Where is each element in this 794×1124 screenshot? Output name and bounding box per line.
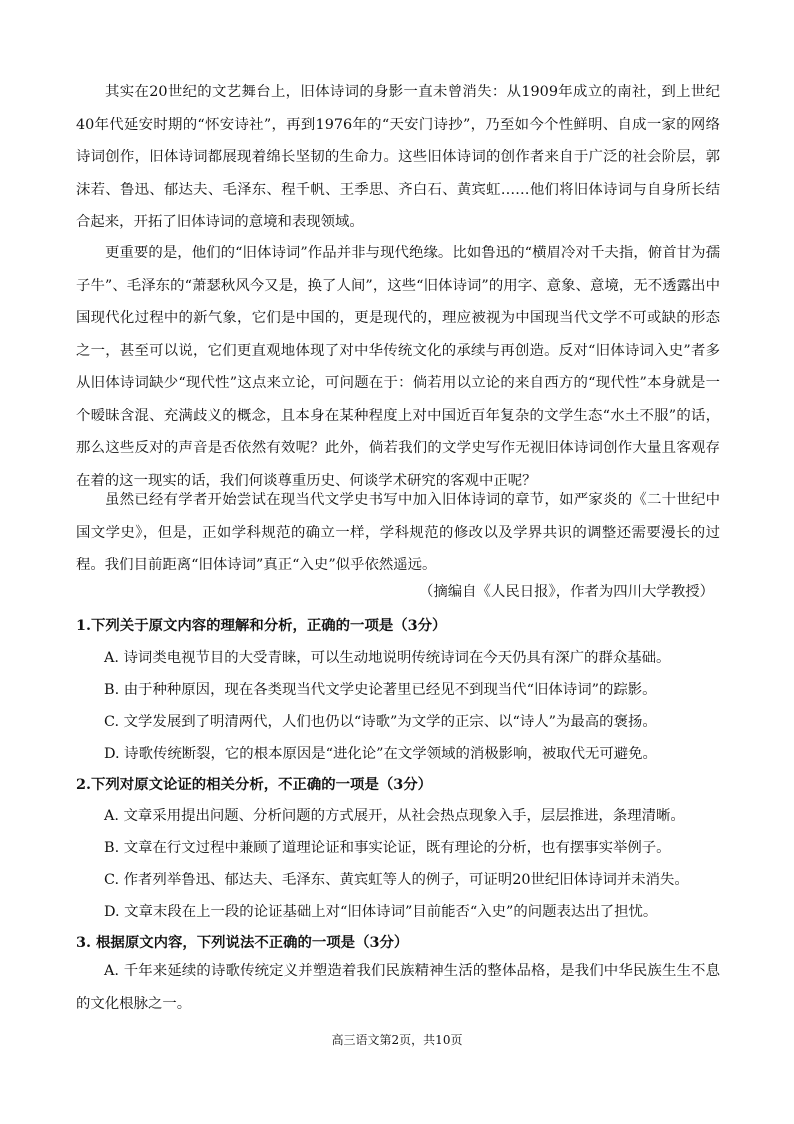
question-1-stem: 1.下列关于原文内容的理解和分析，正确的一项是（3分）	[76, 617, 447, 634]
passage-paragraph-1: 其实在20世纪的文艺舞台上，旧体诗词的身影一直未曾消失：从1909年成立的南社，到上世纪40年代延安时期的“怀安诗社”，再到1976年的“天安门诗抄”，乃至如今个性鲜明、自成一家的网络诗词创作，旧体诗词都展现着绵长坚韧的生命力。这些旧体诗词的创作者来自于广泛的社会阶层，郭沫若、鲁迅、郁达夫、毛泽东、程千帆、王季思、齐白石、黄宾虹……他们将旧体诗词与自身所长结合起来，开拓了旧体诗词的意境和表现领域。	[76, 84, 720, 230]
question-2-stem: 2.下列对原文论证的相关分析，不正确的一项是（3分）	[76, 776, 433, 793]
question-1-option-b: B. 由于种种原因，现在各类现当代文学史论著里已经见不到现当代“旧体诗词”的踪影。	[104, 682, 657, 698]
page-footer: 高三语文第2页，共10页	[331, 1033, 463, 1047]
passage-paragraph-2: 更重要的是，他们的“旧体诗词”作品并非与现代绝缘。比如鲁迅的“横眉冷对千夫指，俯首甘为孺子牛”、毛泽东的“萧瑟秋风今又是，换了人间”，这些“旧体诗词”的用字、意象、意境，无不透露出中国现代化过程中的新气象，它们是中国的，更是现代的，理应被视为中国现当代文学不可或缺的形态之一，甚至可以说，它们更直观地体现了对中华传统文化的承续与再创造。反对“旧体诗词入史”者多从旧体诗词缺少“现代性”这点来立论，可问题在于：倘若用以立论的来自西方的“现代性”本身就是一个暧昧含混、充满歧义的概念，且本身在某种程度上对中国近百年复杂的文学生态“水土不服”的话，那么这些反对的声音是否依然有效呢？此外，倘若我们的文学史写作无视旧体诗词创作大量且客观存在着的这一现实的话，我们何谈尊重历史、何谈学术研究的客观中正呢？	[76, 245, 720, 489]
question-2-option-d: D. 文章末段在上一段的论证基础上对“旧体诗词”目前能否“入史”的问题表达出了担忧。	[104, 904, 658, 920]
question-1-option-d: D. 诗歌传统断裂，它的根本原因是“进化论”在文学领域的消极影响，被取代无可避免。	[104, 746, 657, 762]
passage-source: （摘编自《人民日报》，作者为四川大学教授）	[418, 584, 714, 600]
question-2-option-b: B. 文章在行文过程中兼顾了道理论证和事实论证，既有理论的分析，也有摆事实举例子。	[104, 840, 671, 856]
question-2-option-a: A. 文章采用提出问题、分析问题的方式展开，从社会热点现象入手，层层推进，条理清晰。	[104, 808, 685, 824]
question-3-option-a: A. 千年来延续的诗歌传统定义并塑造着我们民族精神生活的整体品格，是我们中华民族生生不息的文化根脉之一。	[76, 963, 720, 1012]
question-2-option-c: C. 作者列举鲁迅、郁达夫、毛泽东、黄宾虹等人的例子，可证明20世纪旧体诗词并未消失。	[104, 872, 689, 888]
question-1-option-a: A. 诗词类电视节目的大受青睐，可以生动地说明传统诗词在今天仍具有深广的群众基础。	[104, 650, 671, 666]
question-3-stem: 3. 根据原文内容，下列说法不正确的一项是（3分）	[76, 934, 409, 951]
passage-paragraph-3: 虽然已经有学者开始尝试在现当代文学史书写中加入旧体诗词的章节，如严家炎的《二十世纪中国文学史》，但是，正如学科规范的确立一样，学科规范的修改以及学界共识的调整还需要漫长的过程。我们目前距离“旧体诗词”真正“入史”似乎依然遥远。	[76, 492, 720, 573]
question-1-option-c: C. 文学发展到了明清两代，人们也仍以“诗歌”为文学的正宗、以“诗人”为最高的褒扬。	[104, 714, 657, 730]
